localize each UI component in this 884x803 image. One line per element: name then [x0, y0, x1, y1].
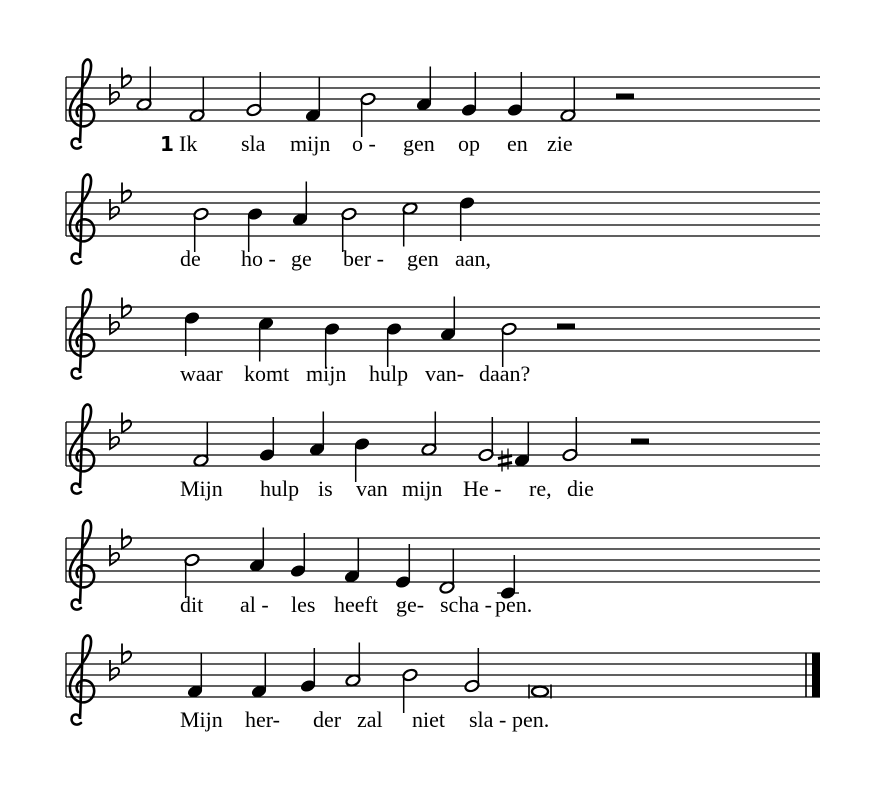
lyric-syllable: re,	[529, 476, 552, 501]
note	[416, 67, 432, 112]
note	[251, 654, 267, 699]
lyric-syllable: is	[318, 476, 333, 501]
note	[498, 423, 530, 472]
treble-clef-icon	[70, 289, 94, 378]
lyric-syllable: mijn	[306, 361, 347, 386]
note	[290, 533, 306, 578]
note	[461, 72, 477, 117]
staff-system-5	[66, 520, 820, 617]
lyric-syllable: gen	[407, 246, 439, 271]
note	[421, 412, 437, 457]
note	[246, 72, 262, 117]
note	[292, 182, 308, 227]
note	[249, 528, 265, 573]
flat-icon	[110, 84, 119, 104]
note	[259, 417, 275, 462]
verse-number: 1	[160, 132, 174, 156]
lyric-syllable: o -	[352, 131, 376, 156]
note	[402, 202, 418, 247]
lyric-syllable: sla	[241, 131, 266, 156]
lyric-syllable: zie	[547, 131, 573, 156]
note	[193, 423, 209, 468]
lyric-syllable: gen	[403, 131, 435, 156]
staff-system-2	[66, 174, 820, 271]
flat-icon	[110, 429, 119, 449]
lyric-syllable: komt	[244, 361, 290, 386]
lyric-syllable: aan,	[455, 246, 492, 271]
note	[136, 67, 152, 112]
treble-clef-icon	[70, 174, 94, 263]
final-barline	[812, 653, 820, 697]
lyric-syllable: He -	[463, 476, 502, 501]
lyric-syllable: heeft	[334, 592, 378, 617]
lyric-syllable: her-	[245, 707, 280, 732]
flat-icon	[110, 545, 119, 565]
lyric-syllable: op	[458, 131, 480, 156]
lyric-syllable: die	[567, 476, 594, 501]
note	[562, 417, 578, 462]
lyric-syllable: mijn	[402, 476, 443, 501]
note	[309, 412, 325, 457]
lyric-syllable: en	[507, 131, 528, 156]
lyric-syllable: ge	[291, 246, 312, 271]
treble-clef-icon	[70, 635, 94, 724]
note	[184, 311, 200, 356]
sharp-icon	[502, 449, 508, 472]
lyric-syllable: daan?	[479, 361, 531, 386]
half-rest-icon	[616, 94, 634, 100]
treble-clef-icon	[70, 520, 94, 609]
lyric-syllable: Mijn	[180, 707, 223, 732]
lyric-syllable: ber -	[343, 246, 384, 271]
lyric-syllable: ho -	[241, 246, 276, 271]
lyric-syllable: niet	[412, 707, 445, 732]
note	[507, 72, 523, 117]
lyric-syllable: pen.	[512, 707, 550, 732]
staff-system-6	[66, 635, 820, 732]
lyric-syllable: dit	[180, 592, 204, 617]
note	[345, 643, 361, 688]
treble-clef-icon	[70, 59, 94, 148]
flat-icon	[110, 199, 119, 219]
lyric-syllable: sla -	[469, 707, 507, 732]
note	[631, 439, 649, 445]
note	[464, 648, 480, 693]
note	[459, 196, 475, 241]
note	[616, 94, 634, 100]
note	[300, 648, 316, 693]
lyric-syllable: pen.	[495, 592, 533, 617]
note	[395, 544, 411, 589]
staff-system-4	[66, 404, 820, 501]
note	[187, 654, 203, 699]
half-rest-icon	[557, 324, 575, 330]
lyric-syllable: scha -	[440, 592, 492, 617]
lyric-syllable: hulp	[369, 361, 409, 386]
note	[439, 550, 455, 595]
note	[189, 78, 205, 123]
lyric-syllable: waar	[180, 361, 223, 386]
staff-system-1	[66, 59, 820, 156]
lyric-syllable: al -	[240, 592, 269, 617]
flat-icon	[110, 314, 119, 334]
lyric-syllable: de	[180, 246, 201, 271]
lyric-syllable: Mijn	[180, 476, 223, 501]
lyric-syllable: ge-	[396, 592, 425, 617]
lyric-syllable: Ik	[179, 131, 198, 156]
lyric-syllable: van-	[425, 361, 465, 386]
half-rest-icon	[631, 439, 649, 445]
flat-icon	[110, 660, 119, 680]
lyric-syllable: mijn	[290, 131, 331, 156]
note	[560, 78, 576, 123]
lyric-syllable: der	[313, 707, 342, 732]
treble-clef-icon	[70, 404, 94, 493]
note	[258, 317, 274, 362]
lyric-syllable: hulp	[260, 476, 300, 501]
staff-system-3	[66, 289, 820, 386]
lyric-syllable: les	[291, 592, 316, 617]
lyric-syllable: van	[356, 476, 388, 501]
lyric-syllable: zal	[357, 707, 383, 732]
note	[478, 417, 494, 462]
sharp-icon-bars	[498, 456, 512, 466]
note	[557, 324, 575, 330]
breve-note-head	[532, 687, 548, 697]
note	[305, 78, 321, 123]
note	[344, 539, 360, 584]
note	[440, 297, 456, 342]
